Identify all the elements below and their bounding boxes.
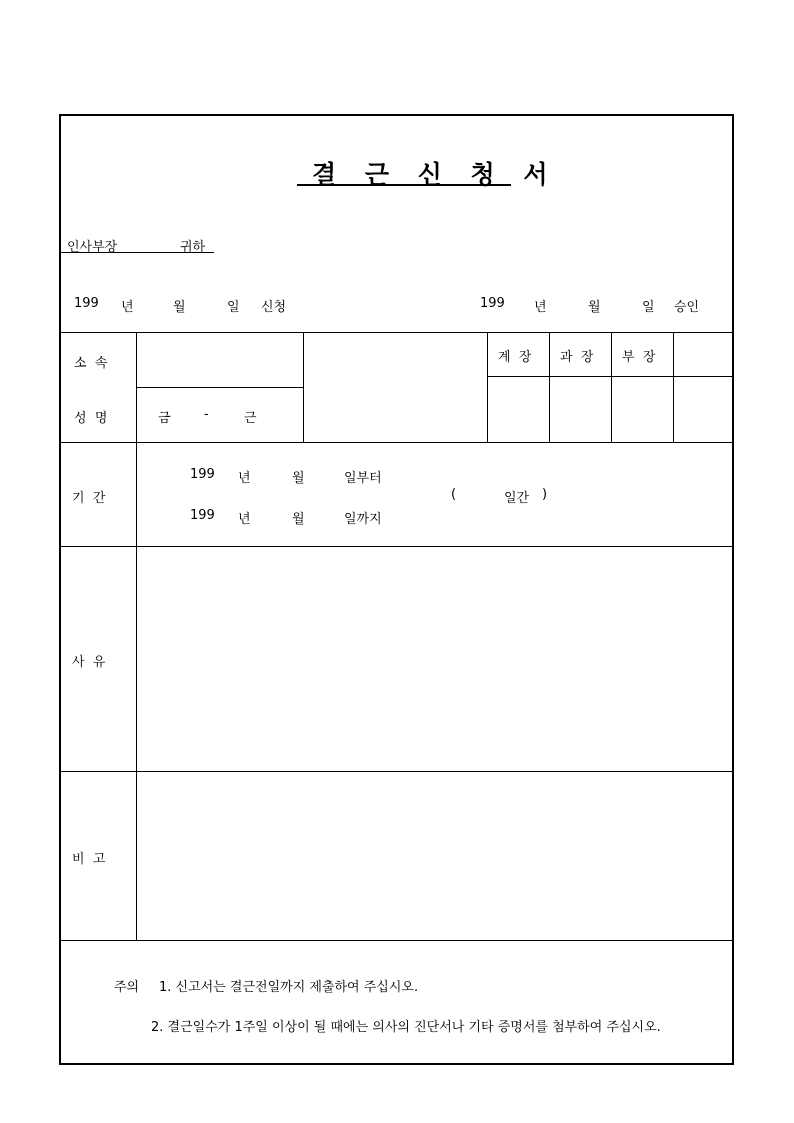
period-to-year: 199 bbox=[190, 508, 215, 523]
dept-name-divider bbox=[136, 387, 303, 388]
approval-sign-box-2[interactable] bbox=[550, 377, 610, 441]
apply-month-unit: 월 bbox=[173, 300, 186, 315]
approve-action: 승인 bbox=[674, 300, 700, 315]
approval-header-1: 계 장 bbox=[498, 350, 532, 365]
period-label: 기 간 bbox=[72, 491, 106, 506]
name-suffix: 근 bbox=[244, 411, 257, 426]
period-from-year-unit: 년 bbox=[238, 471, 251, 486]
info-bottom-line bbox=[60, 442, 734, 443]
addressee-suffix: 귀하 bbox=[180, 240, 206, 255]
period-from-day-unit: 일부터 bbox=[344, 471, 382, 486]
apply-year[interactable]: 199 bbox=[74, 296, 99, 311]
approve-year[interactable]: 199 bbox=[480, 296, 505, 311]
period-to-month-unit: 월 bbox=[292, 512, 305, 527]
approve-day-unit: 일 bbox=[642, 300, 655, 315]
approval-sign-box-4[interactable] bbox=[674, 377, 733, 441]
notes-label: 주의 bbox=[114, 980, 140, 995]
period-to-year-unit: 년 bbox=[238, 512, 251, 527]
approval-sign-box-1[interactable] bbox=[488, 377, 548, 441]
addressee-dept: 인사부장 bbox=[67, 240, 118, 255]
remarks-bottom-line bbox=[60, 940, 734, 941]
value-column-line bbox=[303, 332, 304, 442]
reason-label: 사 유 bbox=[72, 655, 106, 670]
period-from-year: 199 bbox=[190, 467, 215, 482]
name-dash: - bbox=[204, 407, 209, 422]
approval-header-2: 과 장 bbox=[560, 350, 594, 365]
name-label: 성 명 bbox=[74, 411, 108, 426]
period-to-day-unit: 일까지 bbox=[344, 512, 382, 527]
notes-line-2: 2. 결근일수가 1주일 이상이 될 때에는 의사의 진단서나 기타 증명서를 첨부하여 주십시오. bbox=[151, 1020, 661, 1035]
approve-month-unit: 월 bbox=[588, 300, 601, 315]
apply-year-unit: 년 bbox=[121, 300, 134, 315]
form-title: 결 근 신 청 서 bbox=[312, 160, 558, 189]
dept-label: 소 속 bbox=[74, 356, 108, 371]
remarks-label: 비 고 bbox=[72, 852, 106, 867]
approval-sign-box-3[interactable] bbox=[612, 377, 672, 441]
reason-field[interactable] bbox=[137, 547, 733, 770]
name-prefix: 금 bbox=[158, 411, 171, 426]
approve-year-unit: 년 bbox=[534, 300, 547, 315]
period-days-close: ) bbox=[542, 487, 548, 502]
period-from-month-unit: 월 bbox=[292, 471, 305, 486]
remarks-field[interactable] bbox=[137, 772, 733, 939]
period-days-label: 일간 bbox=[504, 491, 530, 506]
dept-field[interactable] bbox=[137, 333, 302, 386]
addressee-underline bbox=[61, 252, 214, 253]
title-underline bbox=[297, 184, 511, 186]
notes-line-1: 1. 신고서는 결근전일까지 제출하여 주십시오. bbox=[159, 980, 419, 995]
apply-day-unit: 일 bbox=[227, 300, 240, 315]
period-days-open: ( bbox=[451, 487, 457, 502]
apply-action: 신청 bbox=[261, 300, 287, 315]
approval-header-3: 부 장 bbox=[622, 350, 656, 365]
